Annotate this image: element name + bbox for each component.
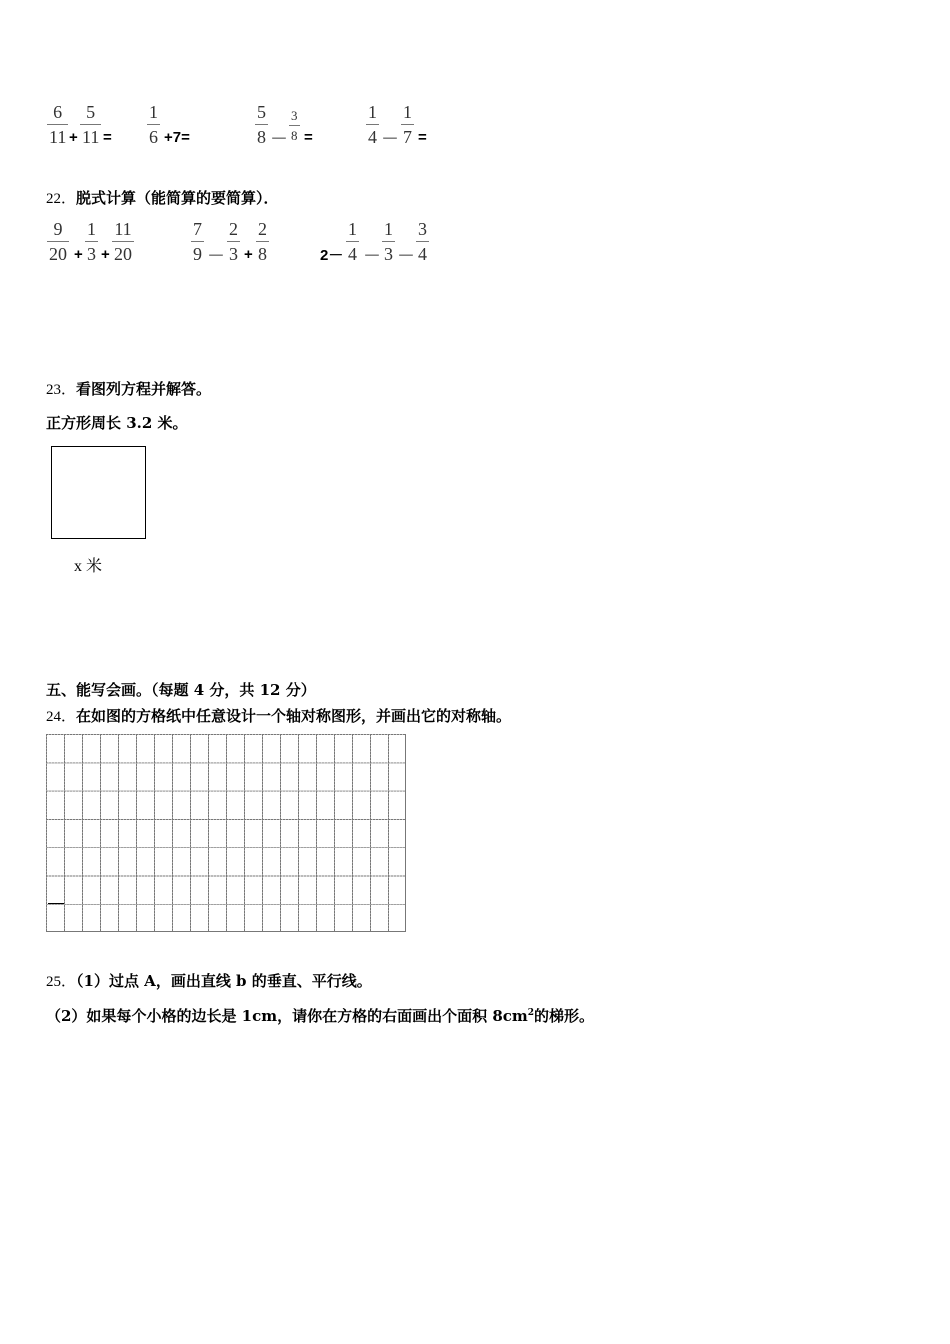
square-figure [51,446,146,539]
fraction: 9 20 [49,219,67,264]
fraction: 1 7 [403,102,412,147]
q22-title: 22．脱式计算（能简算的要简算）． [46,189,279,207]
q23-title: 23．看图列方程并解答。 [46,380,212,398]
fraction: 11 20 [114,219,132,264]
expression-tail: +7= [164,129,190,146]
fraction: 5 8 [257,102,266,147]
fraction: 1 3 [87,219,96,264]
section-heading: 五、能写会画。（每题 4 分，共 12 分） [46,681,316,699]
fraction: 7 9 [193,219,202,264]
fraction: 2 8 [258,219,267,264]
fraction: 1 3 [384,219,393,264]
equals-sign: = [304,129,313,146]
minus-operator: － [207,246,225,266]
fraction: 3 4 [418,219,427,264]
fraction: 1 4 [368,102,377,147]
equals-sign: = [418,129,427,146]
q23-statement: 正方形周长 3.2 米。 [46,414,188,432]
grid-paper[interactable] [46,734,406,932]
fraction: 1 6 [149,102,158,147]
fraction: 1 4 [348,219,357,264]
q25-part-1: 25．（1）过点 A，画出直线 b 的垂直、平行线。 [46,972,372,990]
minus-operator: － [270,129,288,149]
square-side-label: x 米 [74,558,103,575]
minus-operator: － [381,129,399,149]
q24-title: 24．在如图的方格纸中任意设计一个轴对称图形，并画出它的对称轴。 [46,707,512,725]
fraction: 2 3 [229,219,238,264]
fraction: 5 11 [82,102,100,147]
fraction: 6 11 [49,102,67,147]
equals-sign: = [103,129,112,146]
plus-operator: + [101,246,110,263]
minus-operator: － [397,246,415,266]
q25-part-2: （2）如果每个小格的边长是 1cm，请你在方格的右面画出个面积 $8cm^2$的梯形。 [46,1007,595,1025]
plus-operator: + [244,246,253,263]
fraction: 3 8 [291,108,298,143]
minus-operator: － [363,246,381,266]
plus-operator: + [74,246,83,263]
expression-lead: 2－ [320,247,344,264]
plus-operator: + [69,129,78,146]
grid-mark [48,903,64,904]
